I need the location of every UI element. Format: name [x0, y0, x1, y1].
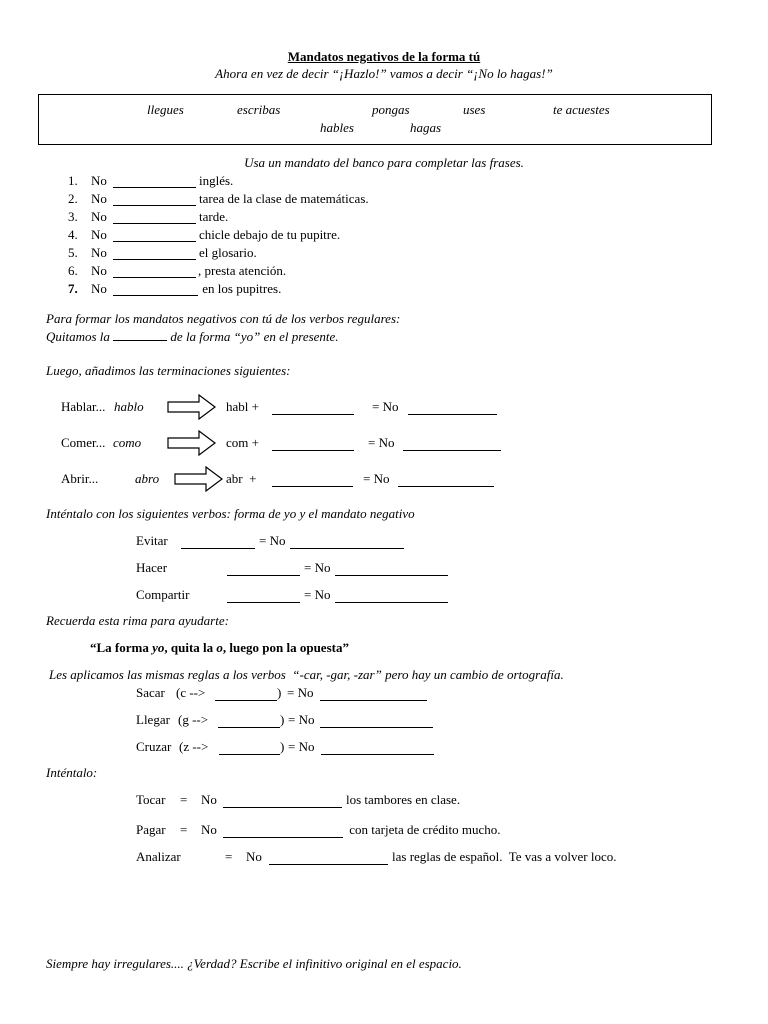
verb: Hacer: [136, 560, 168, 575]
answer-blank[interactable]: [398, 474, 494, 487]
answer-blank[interactable]: [227, 563, 300, 576]
no-word: No: [201, 822, 217, 837]
rhyme-intro: Recuerda esta rima para ayudarte:: [46, 613, 229, 628]
answer-blank[interactable]: [227, 590, 300, 603]
stem: habl +: [226, 399, 259, 414]
no-word: No: [246, 849, 262, 864]
rule-intro-line2: [46, 328, 339, 345]
equals-no: = No: [259, 533, 286, 548]
verb: Cruzar: [136, 739, 172, 754]
list-item: [68, 191, 369, 207]
spelling-change: (g -->: [178, 712, 209, 727]
bank-word: llegues: [147, 102, 184, 117]
rhyme-text: “La forma: [90, 640, 153, 655]
infinitive: Hablar...: [61, 399, 106, 414]
answer-blank[interactable]: [181, 536, 255, 549]
spelling-change: (c -->: [176, 685, 206, 700]
answer-blank[interactable]: [113, 193, 196, 206]
equals: =: [180, 822, 188, 837]
item-prefix: No: [91, 245, 107, 260]
verb: Tocar: [136, 792, 166, 807]
stem: abr +: [226, 471, 257, 486]
list-item: [68, 227, 341, 243]
answer-blank[interactable]: [403, 438, 501, 451]
item-suffix: las reglas de español. Te vas a volver loco.: [392, 849, 617, 864]
item-number: 4.: [68, 227, 78, 242]
verb: Sacar: [136, 685, 165, 700]
item-suffix: en los pupitres.: [199, 281, 282, 296]
list-item: [68, 281, 282, 297]
equals: =: [180, 792, 188, 807]
bank-word: uses: [463, 102, 486, 117]
item-suffix: tarea de la clase de matemáticas.: [199, 191, 369, 206]
answer-blank[interactable]: [321, 742, 434, 755]
bank-word: pongas: [372, 102, 410, 117]
infinitive: Abrir...: [61, 471, 99, 486]
answer-blank[interactable]: [320, 715, 433, 728]
verb: Analizar: [136, 849, 181, 864]
verb: Compartir: [136, 587, 190, 602]
spelling-change: (z -->: [179, 739, 209, 754]
arrow-right-icon: [167, 394, 217, 420]
list-item: [68, 209, 229, 225]
answer-blank[interactable]: [113, 328, 167, 341]
bank-word: escribas: [237, 102, 281, 117]
rhyme-text: o: [216, 640, 223, 655]
answer-blank[interactable]: [223, 795, 342, 808]
item-prefix: No: [91, 191, 107, 206]
irregulars-intro: Siempre hay irregulares.... ¿Verdad? Escribe el infinitivo original en el espacio.: [46, 956, 462, 971]
yo-form: como: [113, 435, 142, 450]
answer-blank[interactable]: [113, 265, 196, 278]
item-suffix: con tarjeta de crédito mucho.: [346, 822, 501, 837]
item-number: 2.: [68, 191, 78, 206]
bank-word: te acuestes: [553, 102, 610, 117]
item-number: 5.: [68, 245, 78, 260]
answer-blank[interactable]: [320, 688, 427, 701]
answer-blank[interactable]: [219, 742, 280, 755]
item-prefix: No: [91, 281, 107, 296]
answer-blank[interactable]: [113, 175, 196, 188]
infinitive: Comer...: [61, 435, 106, 450]
rhyme: [90, 640, 349, 656]
paren-close: ): [277, 685, 282, 700]
verb: Pagar: [136, 822, 166, 837]
list-item: [68, 263, 287, 279]
item-number: 7.: [68, 281, 78, 296]
spelling-intro: Les aplicamos las mismas reglas a los verbos “-car, -gar, -zar” pero hay un cambio de ortografía.: [49, 667, 564, 682]
bank-word: hables: [320, 120, 354, 135]
arrow-right-icon: [174, 466, 224, 492]
answer-blank[interactable]: [113, 247, 196, 260]
answer-blank[interactable]: [113, 283, 198, 296]
bank-instructions: Usa un mandato del banco para completar las frases.: [244, 155, 524, 170]
list-item: [68, 173, 234, 189]
item-prefix: No: [91, 263, 107, 278]
item-suffix: inglés.: [199, 173, 234, 188]
answer-blank[interactable]: [218, 715, 280, 728]
verb: Evitar: [136, 533, 168, 548]
stem: com +: [226, 435, 259, 450]
answer-blank[interactable]: [269, 852, 388, 865]
equals-no: = No: [304, 560, 331, 575]
try2-label: Inténtalo:: [46, 765, 98, 780]
try-intro: Inténtalo con los siguientes verbos: forma de yo y el mandato negativo: [46, 506, 415, 521]
answer-blank[interactable]: [113, 211, 196, 224]
equals-no: = No: [288, 739, 315, 754]
equals-no: = No: [363, 471, 390, 486]
rhyme-text: , quita la: [164, 640, 217, 655]
equals-no: = No: [288, 712, 315, 727]
endings-intro: Luego, añadimos las terminaciones siguientes:: [46, 363, 291, 378]
page-title: Mandatos negativos de la forma tú: [287, 49, 481, 64]
item-number: 3.: [68, 209, 78, 224]
item-number: 6.: [68, 263, 78, 278]
answer-blank[interactable]: [223, 825, 343, 838]
rhyme-text: , luego pon la opuesta”: [222, 640, 349, 655]
item-prefix: No: [91, 209, 107, 224]
answer-blank[interactable]: [408, 402, 497, 415]
item-suffix: tarde.: [199, 209, 229, 224]
yo-form: abro: [135, 471, 160, 486]
item-number: 1.: [68, 173, 78, 188]
item-suffix: el glosario.: [199, 245, 257, 260]
item-suffix: chicle debajo de tu pupitre.: [199, 227, 341, 242]
item-prefix: No: [91, 227, 107, 242]
paren-close: ): [280, 712, 285, 727]
item-suffix: los tambores en clase.: [346, 792, 461, 807]
equals-no: = No: [287, 685, 314, 700]
rule-intro: Para formar los mandatos negativos con tú de los verbos regulares:: [46, 311, 401, 326]
bank-word: hagas: [410, 120, 442, 135]
equals-no: = No: [304, 587, 331, 602]
answer-blank[interactable]: [272, 438, 354, 451]
answer-blank[interactable]: [335, 563, 448, 576]
yo-form: hablo: [114, 399, 144, 414]
rule-text: de la forma “yo” en el presente.: [170, 329, 339, 344]
equals-no: = No: [372, 399, 399, 414]
no-word: No: [201, 792, 217, 807]
answer-blank[interactable]: [272, 402, 354, 415]
rule-text: Quitamos la: [46, 329, 110, 344]
item-prefix: No: [91, 173, 107, 188]
list-item: [68, 245, 257, 261]
arrow-right-icon: [167, 430, 217, 456]
page-subtitle: Ahora en vez de decir “¡Hazlo!” vamos a decir “¡No lo hagas!”: [215, 66, 553, 81]
equals: =: [225, 849, 233, 864]
verb: Llegar: [136, 712, 170, 727]
answer-blank[interactable]: [335, 590, 448, 603]
rhyme-text: yo: [152, 640, 165, 655]
paren-close: ): [280, 739, 285, 754]
answer-blank[interactable]: [215, 688, 277, 701]
answer-blank[interactable]: [272, 474, 353, 487]
answer-blank[interactable]: [113, 229, 196, 242]
answer-blank[interactable]: [290, 536, 404, 549]
equals-no: = No: [368, 435, 395, 450]
item-suffix: , presta atención.: [198, 263, 287, 278]
